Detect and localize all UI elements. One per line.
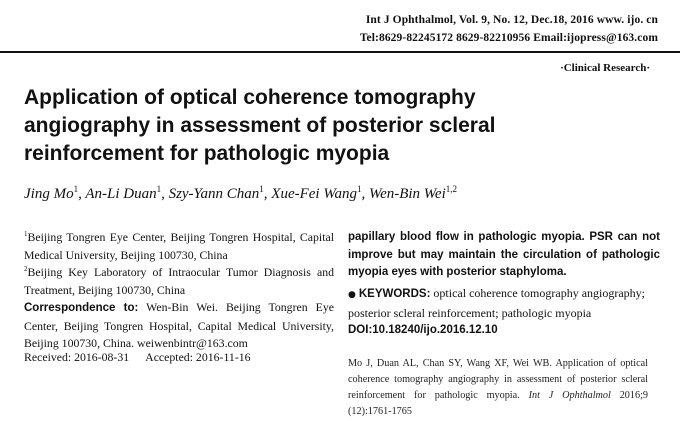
affiliation-text: Beijing Key Laboratory of Intraocular Tumor Diagnosis and Treatment, Beijing 100730, China: [24, 265, 334, 297]
keywords-block: [348, 285, 660, 340]
author-separator: ,: [78, 186, 86, 202]
author-name: Jing Mo: [24, 186, 74, 202]
contact-header-line: Tel:8629-82245172 8629-82210956 Email:ijopress@163.com: [359, 32, 658, 44]
author-affiliation-mark: 1: [259, 184, 264, 194]
affiliation-1: [24, 229, 334, 264]
author-separator: ,: [361, 186, 369, 202]
dates-line: [24, 350, 251, 365]
citation-tail: 2016;9 (12):1761-1765: [348, 390, 648, 417]
affiliations-block: [24, 229, 334, 353]
received-date: Received: 2016-08-31: [24, 350, 130, 364]
keywords-text: optical coherence tomography angiography; posterior scleral reinforcement; pathologic myopia: [348, 286, 646, 320]
author-separator: ,: [263, 186, 272, 202]
title-line-2: angiography in assessment of posterior scleral: [24, 114, 496, 137]
correspondence-text: Wen-Bin Wei. Beijing Tongren Eye Center, Beijing Tongren Hospital, Capital Medical University, Beijing 100730, China. weiwenbintr@163.com: [24, 300, 334, 350]
citation-journal: Int J Ophthalmol: [528, 390, 611, 401]
author-name: Wen-Bin Wei: [368, 186, 446, 202]
author-affiliation-mark: 1: [156, 184, 162, 194]
abstract-tail: [348, 229, 660, 282]
abstract-text: papillary blood flow in pathologic myopia. PSR can not improve but may maintain the circulation of pathologic myopia eyes with posterior staphyloma.: [348, 231, 660, 278]
author-affiliation-mark: 1,2: [445, 184, 457, 194]
author-affiliation-mark: 1: [73, 184, 79, 194]
keywords-label: KEYWORDS:: [358, 288, 431, 300]
citation-text: Mo J, Duan AL, Chan SY, Wang XF, Wei WB. Application of optical coherence tomography angiography in assessment of posterior scleral reinforcement for pathologic myopia.: [348, 358, 648, 401]
author-name: Szy-Yann Chan: [168, 186, 260, 202]
affiliation-text: Beijing Tongren Eye Center, Beijing Tongren Hospital, Capital Medical University, Beijing 100730, China: [24, 230, 334, 262]
section-tag: ·Clinical Research·: [560, 62, 650, 74]
title-line-1: Application of optical coherence tomography: [24, 86, 476, 109]
author-name: An-Li Duan: [85, 186, 157, 202]
author-separator: ,: [161, 186, 169, 202]
accepted-date: Accepted: 2016-11-16: [145, 350, 251, 364]
correspondence-label: Correspondence to:: [24, 302, 139, 314]
affiliation-number: 1: [24, 230, 28, 239]
correspondence: [24, 299, 334, 353]
affiliation-number: 2: [24, 265, 28, 274]
journal-header-line: Int J Ophthalmol, Vol. 9, No. 12, Dec.18, 2016 www. ijo. cn: [365, 14, 658, 26]
article-title: [24, 84, 674, 168]
author-affiliation-mark: 1: [356, 184, 362, 194]
doi-link[interactable]: DOI:10.18240/ijo.2016.12.10: [348, 324, 498, 336]
author-name: Xue-Fei Wang: [271, 186, 357, 202]
author-list: [24, 186, 457, 203]
affiliation-2: [24, 264, 334, 299]
title-line-3: reinforcement for pathologic myopia: [24, 142, 390, 165]
bullet-icon: ●: [348, 290, 356, 300]
header-rule: [0, 51, 680, 53]
citation-block: [348, 356, 648, 420]
